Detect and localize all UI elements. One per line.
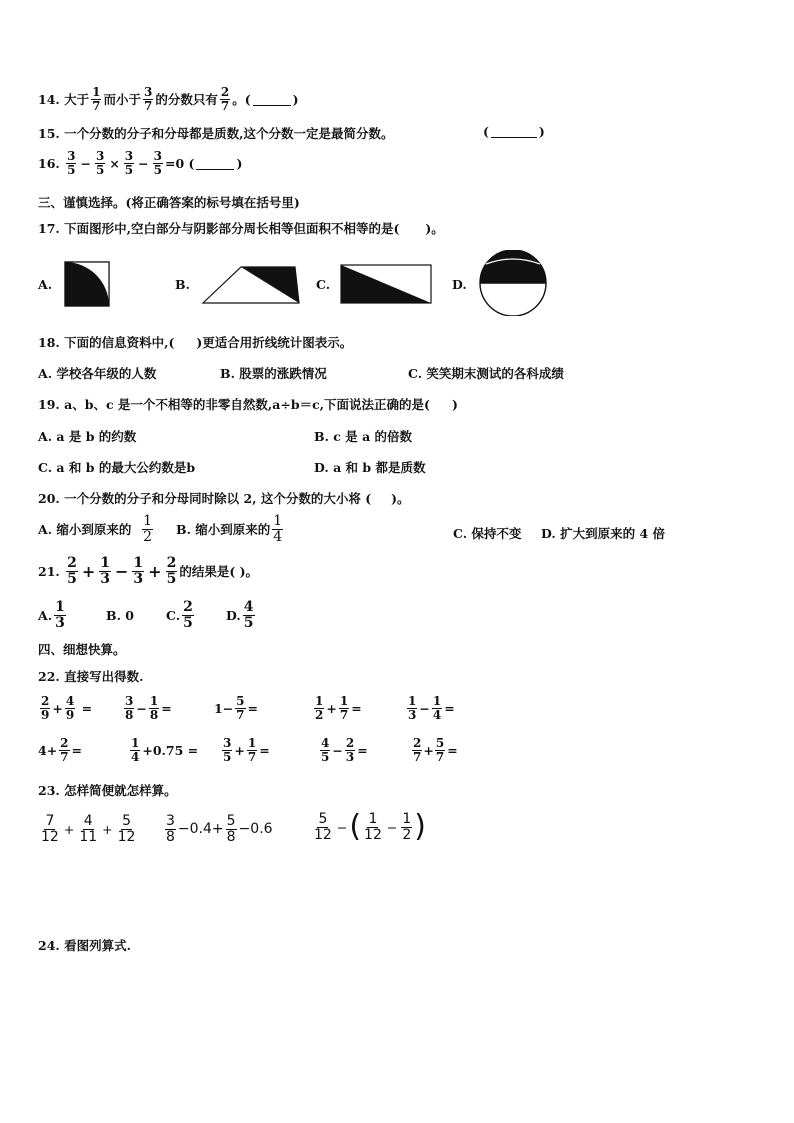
- q17-text: 17. 下面图形中,空白部分与阴影部分周长相等但面积不相等的是(: [38, 221, 400, 236]
- q23-1-b-num: 4: [83, 813, 93, 829]
- q14-number: 14.: [38, 91, 60, 107]
- q22-8-frac-b: [247, 737, 257, 763]
- question-16: [38, 150, 242, 176]
- q14-f3-num: 2: [220, 85, 230, 99]
- q21-f1-den: 5: [67, 570, 77, 587]
- q22-9-frac-b: [345, 737, 355, 763]
- q20-b-text: B. 缩小到原来的: [176, 522, 271, 538]
- q17-figure-a: [64, 261, 110, 307]
- q16-b-num: 3: [95, 149, 105, 163]
- q21-d-label: D.: [226, 607, 241, 623]
- question-17: [38, 219, 444, 237]
- q17-end: )。: [425, 221, 444, 236]
- q22-9-a-den: 5: [321, 749, 330, 764]
- q22-7-post: +0.75 =: [142, 742, 199, 758]
- q22-2-frac-a: [124, 695, 134, 721]
- q23-2-b-den: 8: [226, 828, 236, 845]
- q21-a-den: 3: [55, 614, 65, 631]
- q22-1-frac-a: [40, 695, 50, 721]
- q23-3-frac-b: [363, 812, 383, 842]
- q22-4-a-num: 1: [315, 694, 324, 708]
- q23-2-tail: −0.6: [238, 821, 273, 838]
- q15-answer: [483, 124, 545, 139]
- q22-10-a-num: 2: [413, 736, 422, 750]
- q14-f2-den: 7: [144, 98, 153, 113]
- q16-op-1: −: [80, 155, 91, 171]
- q23-1-op-1: +: [63, 821, 75, 837]
- q23-3-c-den: 2: [402, 826, 412, 843]
- q20-a-num: 1: [143, 513, 153, 529]
- q22-7-frac-a: [130, 737, 140, 763]
- q23-3-b-num: 1: [368, 811, 378, 827]
- q23-1-a-den: 12: [41, 828, 59, 845]
- q14-fraction-2: [143, 86, 153, 112]
- q21-f2-num: 1: [100, 555, 111, 571]
- q17-option-a-label[interactable]: A.: [38, 277, 53, 292]
- q22-10-a-den: 7: [413, 749, 422, 764]
- q22-2-op: −: [136, 700, 147, 716]
- q22-2-frac-b: [149, 695, 159, 721]
- q20-option-c[interactable]: C. 保持不变: [453, 526, 522, 541]
- q21-frac-1: [66, 556, 78, 586]
- q22-text: 22. 直接写出得数.: [38, 669, 144, 684]
- q23-2-a-num: 3: [166, 813, 175, 829]
- q17-option-c-label[interactable]: C.: [316, 277, 331, 292]
- q21-frac-4: [166, 556, 178, 586]
- q21-op-2: −: [115, 561, 129, 581]
- question-21: [38, 556, 258, 586]
- question-22: [38, 667, 143, 685]
- q21-c-fraction: [182, 600, 194, 630]
- q21-a-label: A.: [38, 607, 53, 623]
- q22-4-eq: =: [351, 700, 362, 716]
- q22-1-b-den: 9: [65, 707, 75, 722]
- q23-1-frac-c: [117, 814, 137, 844]
- q23-2-mid: −0.4+: [177, 821, 224, 838]
- q16-frac-b: [95, 150, 105, 176]
- q20-text: 20. 一个分数的分子和分母同时除以 2, 这个分数的大小将 (: [38, 491, 372, 506]
- q23-1-a-num: 7: [45, 813, 55, 829]
- q22-item-5: [405, 695, 455, 721]
- q21-op-3: +: [148, 561, 162, 581]
- q22-3-frac-b: [235, 695, 245, 721]
- q16-paren-close: ): [236, 155, 243, 171]
- q24-text: 24. 看图列算式.: [38, 938, 131, 953]
- q14-text-3: 的分数只有: [155, 92, 218, 108]
- q21-a-num: 1: [55, 599, 65, 615]
- q22-7-a-num: 1: [131, 736, 140, 750]
- q14-text-5: ): [292, 91, 299, 107]
- q23-2-b-num: 5: [226, 813, 236, 829]
- q14-fraction-3: [220, 86, 230, 112]
- q23-1-c-num: 5: [122, 813, 131, 829]
- question-24: [38, 936, 131, 954]
- q21-frac-3: [132, 556, 144, 586]
- q22-2-a-den: 8: [125, 707, 134, 722]
- q22-4-b-num: 1: [339, 694, 349, 708]
- q22-4-frac-a: [314, 695, 324, 721]
- q15-answer-blank[interactable]: [491, 125, 537, 138]
- question-14: [38, 86, 299, 112]
- q22-10-frac-b: [435, 737, 445, 763]
- q20-a-text: A. 缩小到原来的: [38, 522, 132, 538]
- section-3-text: 三、谨慎选择。(将正确答案的标号填在括号里): [38, 195, 300, 210]
- q23-expression-1: [38, 814, 138, 844]
- q22-1-a-num: 2: [41, 694, 50, 708]
- q22-2-b-den: 8: [149, 707, 159, 722]
- q18-option-c[interactable]: C. 笑笑期末测试的各科成绩: [408, 366, 564, 381]
- q21-f1-num: 2: [67, 555, 77, 571]
- q23-expression-2: [163, 814, 273, 844]
- q23-1-frac-a: [40, 814, 60, 844]
- q14-answer-blank[interactable]: [253, 93, 291, 106]
- q22-8-a-den: 5: [223, 749, 232, 764]
- q22-6-b-den: 7: [60, 749, 69, 764]
- q23-1-b-den: 11: [79, 828, 98, 845]
- q22-6-pre: 4+: [38, 742, 58, 758]
- q21-f4-den: 5: [166, 570, 177, 587]
- q17-figure-c: [340, 264, 432, 304]
- q22-item-2: [122, 695, 172, 721]
- q19-text: 19. a、b、c 是一个不相等的非零自然数,a÷b＝c,下面说法正确的是(: [38, 397, 430, 412]
- q22-8-op: +: [234, 742, 245, 758]
- q14-text-4: 。(: [232, 92, 251, 108]
- q15-paren-close: ): [538, 124, 545, 139]
- q20-end: )。: [391, 491, 410, 506]
- q22-7-a-den: 4: [131, 749, 140, 764]
- q16-c-num: 3: [124, 149, 134, 163]
- q21-f4-num: 2: [166, 555, 177, 571]
- q21-c-label: C.: [166, 607, 181, 623]
- q22-5-a-num: 1: [408, 694, 417, 708]
- q16-d-den: 5: [153, 162, 162, 177]
- q14-f3-den: 7: [220, 98, 230, 113]
- q23-3-frac-a: [313, 812, 333, 842]
- q22-5-frac-a: [407, 695, 417, 721]
- q16-frac-a: [66, 150, 76, 176]
- q21-d-num: 4: [243, 599, 254, 615]
- q17-figure-b: [201, 265, 301, 305]
- q22-1-b-num: 4: [65, 694, 75, 708]
- q21-frac-2: [99, 556, 111, 586]
- q22-9-a-num: 4: [321, 736, 330, 750]
- q23-1-op-2: +: [102, 821, 113, 837]
- q22-item-7: [128, 737, 198, 763]
- q19-option-b[interactable]: B. c 是 a 的倍数: [314, 429, 413, 444]
- q14-f1-num: 1: [92, 85, 101, 99]
- q23-2-frac-a: [165, 814, 176, 844]
- q23-3-paren-open: (: [349, 809, 362, 845]
- q18-option-a[interactable]: A. 学校各年级的人数: [38, 366, 157, 381]
- q16-b-den: 5: [95, 162, 105, 177]
- q14-text-1: 大于: [64, 92, 90, 108]
- q21-option-d[interactable]: [226, 600, 257, 630]
- q23-3-op-2: −: [386, 819, 398, 835]
- q16-answer-blank[interactable]: [196, 157, 234, 170]
- q16-op-2: ×: [109, 155, 120, 171]
- q22-5-a-den: 3: [408, 707, 417, 722]
- q22-4-b-den: 7: [339, 707, 349, 722]
- section-4-text: 四、细想快算。: [38, 642, 126, 657]
- q22-item-10: [410, 737, 458, 763]
- q21-op-1: +: [81, 561, 96, 581]
- q20-option-a[interactable]: [38, 514, 155, 544]
- q22-item-1: [38, 695, 92, 721]
- q22-5-frac-b: [432, 695, 442, 721]
- q16-frac-c: [124, 150, 134, 176]
- q22-2-eq: =: [161, 700, 172, 716]
- q23-3-c-num: 1: [402, 811, 412, 827]
- q22-6-b-num: 2: [60, 736, 69, 750]
- q23-text: 23. 怎样简便就怎样算。: [38, 783, 177, 798]
- q22-6-frac-b: [59, 737, 69, 763]
- q19-end: ): [451, 396, 458, 412]
- q22-2-a-num: 3: [125, 694, 134, 708]
- q23-2-frac-b: [226, 814, 237, 844]
- q23-3-frac-c: [401, 812, 412, 842]
- q22-5-b-num: 1: [432, 694, 442, 708]
- q21-option-c[interactable]: [166, 600, 196, 630]
- q22-1-frac-b: [65, 695, 75, 721]
- q22-4-frac-b: [339, 695, 349, 721]
- q22-3-eq: =: [247, 700, 259, 716]
- q16-d-num: 3: [153, 149, 162, 163]
- q22-10-frac-a: [412, 737, 422, 763]
- q18-option-b[interactable]: B. 股票的涨跌情况: [220, 366, 327, 381]
- q22-3-b-den: 7: [236, 707, 245, 722]
- q14-f1-den: 7: [92, 98, 101, 113]
- q22-8-frac-a: [222, 737, 232, 763]
- q16-frac-d: [153, 150, 163, 176]
- q22-item-8: [220, 737, 270, 763]
- q23-3-a-den: 12: [314, 826, 332, 843]
- q22-9-frac-a: [320, 737, 330, 763]
- q16-op-3: −: [138, 155, 149, 171]
- q21-c-num: 2: [183, 599, 193, 615]
- section-4-heading: [38, 640, 126, 658]
- q16-c-den: 5: [124, 162, 134, 177]
- q22-8-b-num: 1: [247, 736, 257, 750]
- q14-text-2: 而小于: [103, 92, 141, 108]
- q22-item-4: [312, 695, 362, 721]
- q20-b-fraction: [272, 514, 283, 544]
- q22-9-b-num: 2: [345, 736, 355, 750]
- q16-number: 16.: [38, 155, 60, 171]
- q21-option-a[interactable]: [38, 600, 68, 630]
- q22-2-b-num: 1: [149, 694, 159, 708]
- question-18: [38, 333, 352, 351]
- q18-text: 18. 下面的信息资料中,(: [38, 335, 175, 350]
- q23-3-b-den: 12: [364, 826, 382, 843]
- question-23: [38, 781, 177, 799]
- q22-item-3: [214, 695, 258, 721]
- q21-a-fraction: [54, 600, 66, 630]
- q20-b-num: 1: [273, 513, 283, 529]
- q21-f3-num: 1: [133, 555, 144, 571]
- q15-paren-open: (: [483, 124, 489, 139]
- q22-8-eq: =: [259, 742, 270, 758]
- q22-1-a-den: 9: [41, 707, 50, 722]
- q22-5-eq: =: [444, 700, 455, 716]
- q17-option-d-label[interactable]: D.: [452, 277, 467, 292]
- q14-f2-num: 3: [144, 85, 153, 99]
- q22-8-b-den: 7: [247, 749, 257, 764]
- q21-d-den: 5: [243, 614, 254, 631]
- q22-5-b-den: 4: [432, 707, 442, 722]
- question-15: [38, 124, 393, 142]
- q22-10-b-num: 5: [435, 736, 445, 750]
- q20-option-d[interactable]: D. 扩大到原来的 4 倍: [541, 526, 665, 541]
- q22-3-pre: 1−: [214, 700, 234, 716]
- q16-a-num: 3: [67, 149, 76, 163]
- q23-2-a-den: 8: [166, 828, 175, 845]
- q20-b-den: 4: [273, 528, 283, 545]
- q23-3-paren-close: ): [414, 809, 426, 845]
- q22-9-op: −: [332, 742, 343, 758]
- q22-3-b-num: 5: [236, 694, 245, 708]
- q21-option-b[interactable]: B. 0: [106, 608, 134, 623]
- q23-1-frac-b: [78, 814, 98, 844]
- question-19: [38, 395, 458, 413]
- q21-number: 21.: [38, 563, 60, 579]
- q19-option-c[interactable]: C. a 和 b 的最大公约数是b: [38, 460, 196, 475]
- q21-f3-den: 3: [133, 570, 144, 587]
- q19-option-d[interactable]: D. a 和 b 都是质数: [314, 460, 426, 475]
- q20-option-b[interactable]: [176, 514, 285, 544]
- q21-d-fraction: [243, 600, 255, 630]
- q20-a-fraction: [142, 514, 153, 544]
- q22-5-op: −: [419, 700, 430, 716]
- q22-10-op: +: [423, 742, 434, 758]
- q16-a-den: 5: [67, 162, 76, 177]
- q22-9-eq: =: [357, 742, 368, 758]
- q23-3-op: −: [336, 819, 348, 835]
- q22-10-eq: =: [447, 742, 458, 758]
- q22-item-9: [318, 737, 368, 763]
- question-20: [38, 489, 410, 507]
- q21-c-den: 5: [183, 614, 193, 631]
- q22-4-a-den: 2: [315, 707, 324, 722]
- q20-a-den: 2: [143, 528, 153, 545]
- q21-tail: 的结果是( )。: [179, 564, 259, 580]
- q15-text: 15. 一个分数的分子和分母都是质数,这个分数一定是最简分数。: [38, 126, 394, 141]
- q22-4-op: +: [326, 700, 337, 716]
- q23-expression-3: [311, 809, 426, 845]
- q22-item-6: [38, 737, 82, 763]
- q22-8-a-num: 3: [223, 736, 232, 750]
- q23-1-c-den: 12: [117, 828, 136, 845]
- q17-figure-d: [476, 250, 550, 316]
- q21-f2-den: 3: [100, 570, 111, 587]
- q19-option-a[interactable]: A. a 是 b 的约数: [38, 429, 137, 444]
- section-3-heading: [38, 193, 300, 211]
- q22-1-eq: =: [81, 700, 93, 716]
- q16-equals: =0 (: [165, 155, 195, 171]
- q22-10-b-den: 7: [435, 749, 445, 764]
- q23-3-a-num: 5: [318, 811, 328, 827]
- q18-end: )更适合用折线统计图表示。: [196, 335, 353, 350]
- q22-1-op: +: [52, 700, 63, 716]
- q17-option-b-label[interactable]: B.: [175, 277, 190, 292]
- q14-fraction-1: [91, 86, 101, 112]
- q22-6-eq: =: [71, 742, 83, 758]
- q22-9-b-den: 3: [345, 749, 355, 764]
